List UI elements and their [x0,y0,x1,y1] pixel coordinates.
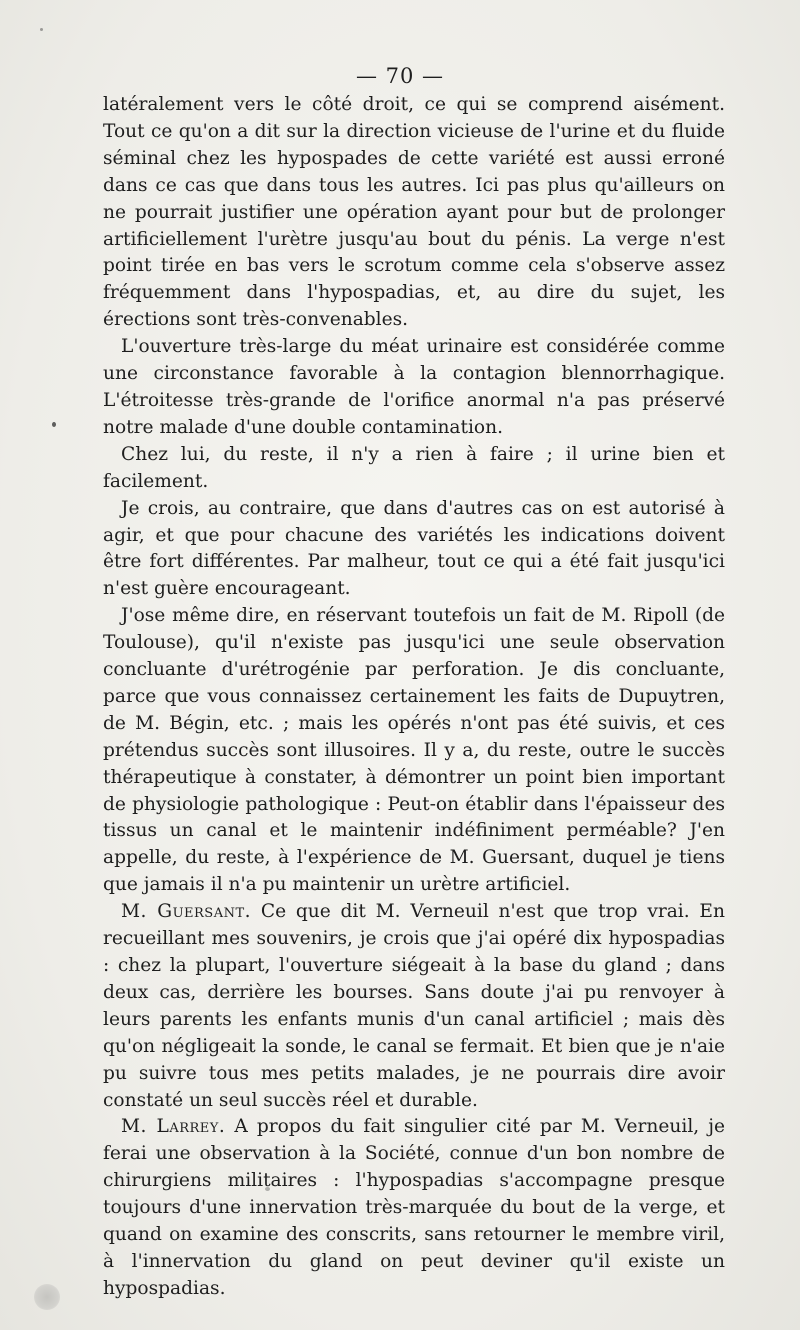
speaker-name: M. Guersant. [121,901,252,923]
ink-stain [34,1284,60,1310]
body-text [103,92,725,1303]
speaker-name: M. Larrey. [121,1116,226,1138]
paragraph [103,603,725,899]
paragraph-text: L'ouverture très-large du méat urinaire est considérée comme une circonstance favorable à la contagion blennorrhagique. L'étroitesse très-grande de l'orifice anormal n'a pas préservé notre malade d'une double contamination. [103,336,725,438]
paragraph-text: A propos du fait singulier cité par M. Verneuil, je ferai une observation à la Société, connue d'un bon nombre de chirurgiens militaires : l'hypospadias s'accompagne presque toujours d'une innervation très-marquée du bout de la verge, et quand on examine des conscrits, sans retourner le membre viril, à l'innervation du gland on peut deviner qu'il existe un hypospadias. [103,1116,725,1299]
paragraph-text: Je crois, au contraire, que dans d'autres cas on est autorisé à agir, et que pour chacune des variétés les indications doivent être fort différentes. Par malheur, tout ce qui a été fait jusqu'ici n'est guère encourageant. [103,497,725,600]
paragraph-text: Ce que dit M. Verneuil n'est que trop vrai. En recueillant mes souvenirs, je crois que j'ai opéré dix hypospadias : chez la plupart, l'ouverture siégeait à la base du gland ; dans deux cas, derrière les bourses. Sans doute j'ai pu renvoyer à leurs parents les enfants munis d'un canal artificiel ; mais dès qu'on négligeait la sonde, le canal se fermait. Et bien que je n'aie pu suivre tous mes petits malades, je ne pourrais dire avoir constaté un seul succès réel et durable. [103,901,725,1111]
page-number: — 70 — [355,64,445,88]
paragraph [103,92,725,334]
ink-speck [265,1187,270,1191]
paragraph [103,334,725,442]
paragraph [103,442,725,496]
paragraph-text: J'ose même dire, en réservant toutefois un fait de M. Ripoll (de Toulouse), qu'il n'existe pas jusqu'ici une seule observation concluante d'urétrogénie par perforation. Je dis concluante, parce que vous connaissez certainement les faits de Dupuytren, de M. Bégin, etc. ; mais les opérés n'ont pas été suivis, et ces prétendus succès sont illusoires. Il y a, du reste, outre le succès thérapeutique à constater, à démontrer un point bien important de physiologie pathologique : Peut-on établir dans l'épaisseur des tissus un canal et le maintenir indéfiniment perméable? J'en appelle, du reste, à l'expérience de M. Guersant, duquel je tiens que jamais il n'a pu maintenir un urètre artificiel. [103,605,725,896]
paragraph [103,899,725,1114]
ink-speck [52,422,56,427]
paragraph [103,1114,725,1302]
paragraph-text: Chez lui, du reste, il n'y a rien à faire ; il urine bien et facilement. [103,443,725,492]
paragraph [103,496,725,604]
ink-speck [40,28,43,31]
paragraph-text: latéralement vers le côté droit, ce qui se comprend aisément. Tout ce qu'on a dit sur la direction vicieuse de l'urine et du fluide séminal chez les hypospades de cette variété est aussi erroné dans ce cas que dans tous les autres. Ici pas plus qu'ailleurs on ne pourrait justifier une opération ayant pour but de prolonger artificiellement l'urètre jusqu'au bout du pénis. La verge n'est point tirée en bas vers le scrotum comme cela s'observe assez fréquemment dans l'hypospadias, et, au dire du sujet, les érections sont très-convenables. [103,94,725,331]
